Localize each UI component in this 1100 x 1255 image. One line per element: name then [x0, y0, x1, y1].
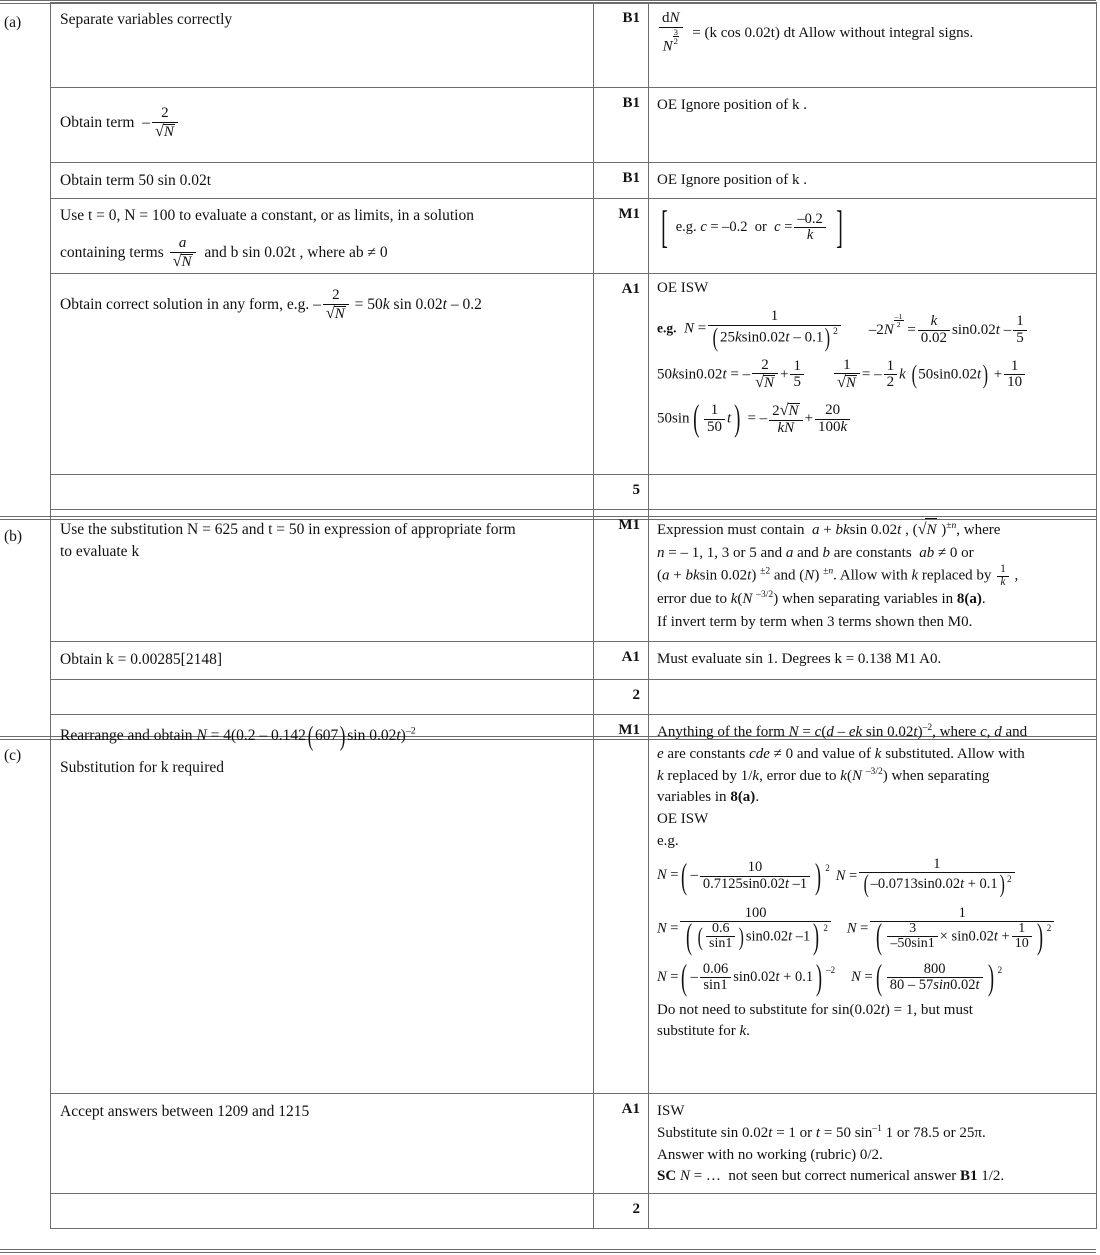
- mark-code: A1: [621, 1101, 640, 1117]
- mark-code: A1: [621, 281, 640, 297]
- answer-cell: [51, 199, 594, 274]
- answer-line-1: Rearrange and obtain N = 4(0.2 – 0.142( 607) sin 0.02t)$^{-2}$: [60, 721, 416, 751]
- answer-text: Obtain correct solution in any form, e.g. – $\frac{2}{√N}$ = 50k sin 0.02t – 0.2: [60, 287, 482, 322]
- part-total-b: 2: [632, 687, 640, 703]
- table-row: [51, 1094, 1097, 1194]
- equation-c5: N =( – $\frac{0.06}{\sin 1}$ sin0.02t + 0.1) –2: [657, 957, 836, 998]
- mark-cell: [594, 88, 649, 163]
- guidance-cell: [649, 3, 1097, 88]
- answer-text: Accept answers between 1209 and 1215: [60, 1103, 310, 1120]
- equation-c1: N =( – $\frac{10}{0.7125\sin 0.02t -1}$ ) 2: [657, 855, 830, 896]
- mark-cell: [594, 163, 649, 199]
- table-row-total: [51, 680, 1097, 715]
- answer-text: Obtain term: [60, 113, 135, 131]
- answer-cell-empty: [51, 680, 594, 715]
- guidance-line: If invert term by term when 3 terms shown then M0.: [657, 613, 973, 630]
- mark-cell: [594, 199, 649, 274]
- equation-50k-sin: 50ksin0.02t = – $\frac{2}{√N}$ + $\frac{1}{5}$: [657, 358, 806, 393]
- guidance-cell-empty: [649, 1194, 1097, 1229]
- table-row: [51, 88, 1097, 163]
- math-dn-over-n32: dN N $\frac{3}{2}$: [657, 25, 688, 41]
- mark-code: A1: [621, 649, 640, 665]
- guidance-head: OE ISW: [657, 280, 709, 296]
- mark-cell: [594, 510, 649, 642]
- mark-code: M1: [618, 722, 640, 738]
- table-row-total: [51, 475, 1097, 510]
- part-total-c: 2: [632, 1201, 640, 1217]
- guidance-line: Anything of the form N = c(d – ek sin 0.02t)$^{-2}$, where c, d and: [657, 722, 1028, 740]
- answer-cell: [51, 642, 594, 680]
- guidance-cell: [649, 274, 1097, 475]
- answer-cell: [51, 163, 594, 199]
- answer-text: Obtain k = 0.00285[2148]: [60, 651, 223, 668]
- mark-code: B1: [622, 95, 640, 111]
- guidance-cell: [649, 510, 1097, 642]
- rule-bottom: [0, 1249, 1096, 1253]
- part-label-b: (b): [4, 528, 23, 545]
- guidance-line: error due to k(N $^{-3/2}$) when separating variables in 8(a).: [657, 589, 986, 608]
- answer-cell: [51, 715, 594, 1094]
- mark-cell: [594, 715, 649, 1094]
- guidance-oe: OE ISW: [657, 811, 709, 827]
- mark-code: M1: [618, 517, 640, 533]
- guidance-cell-empty: [649, 680, 1097, 715]
- guidance-line: k replaced by 1/k, error due to k(N $^{-3/2}$) when separating: [657, 765, 990, 784]
- answer-line-2-rest: and b sin 0.02t , where ab ≠ 0: [204, 244, 388, 262]
- answer-cell: [51, 88, 594, 163]
- guidance-line: Answer with no working (rubric) 0/2.: [657, 1146, 883, 1163]
- math-minus-two-over-root-n: – $\frac{2}{√N}$: [138, 114, 180, 131]
- equation-c2: N = $\frac{1}{( -0.0713\sin 0.02t + 0.1) 2}$: [836, 857, 1017, 896]
- answer-cell-empty: [51, 475, 594, 510]
- math-a-over-root-n: $\frac{a}{√N}$: [168, 244, 198, 261]
- guidance-line: SC N = … not seen but correct numerical answer B1 1/2.: [657, 1168, 1005, 1185]
- math-constant-bracket: [ e.g. c = –0.2 or c = $\frac{-0.2}{k}$ ]: [661, 202, 843, 252]
- equation-one-over-root-n: $\frac{1}{√N}$ = – $\frac{1}{2}$ k ( 50sin0.02t) + $\frac{1}{10}$: [832, 358, 1027, 393]
- mark-cell-total: [594, 1194, 649, 1229]
- guidance-line: n = – 1, 1, 3 or 5 and a and b are constants ab ≠ 0 or: [657, 544, 974, 561]
- answer-text: Obtain term 50 sin 0.02t: [60, 172, 212, 189]
- table-row: [51, 163, 1097, 199]
- part-total-a: 5: [632, 482, 640, 498]
- table-row: [51, 715, 1097, 1094]
- mark-cell: [594, 3, 649, 88]
- answer-line-1: Use t = 0, N = 100 to evaluate a constant, or as limits, in a solution: [60, 207, 474, 224]
- part-label-c: (c): [4, 747, 22, 764]
- answer-cell: [51, 1094, 594, 1194]
- answer-cell: [51, 3, 594, 88]
- guidance-tail-line-2: substitute for k.: [657, 1023, 750, 1040]
- mark-scheme-table: [50, 2, 1097, 1229]
- guidance-cell: [649, 163, 1097, 199]
- mark-cell-total: [594, 680, 649, 715]
- answer-line-2: to evaluate k: [60, 543, 140, 561]
- guidance-cell: [649, 199, 1097, 274]
- mark-code: M1: [618, 206, 640, 222]
- table-row: [51, 642, 1097, 680]
- guidance-line: e are constants cde ≠ 0 and value of k substituted. Allow with: [657, 745, 1025, 762]
- guidance-line: Expression must contain a + bksin 0.02t , (√N )$^{\pm n}$, where: [657, 517, 1090, 542]
- equation-c6: N =( $\frac{800}{80 - 57\sin 0.02t}$ ) 2: [851, 957, 1003, 998]
- part-label-a: (a): [4, 14, 22, 31]
- answer-cell: [51, 274, 594, 475]
- mark-cell: [594, 274, 649, 475]
- equation-50-sin-t-over-50: 50sin( $\frac{1}{50}$ t) = – $\frac{2√N}{kN}$ + $\frac{20}{100k}$: [657, 402, 852, 437]
- guidance-line: (a + bksin 0.02t) $^{\pm 2}$ and (N) $^{\pm n}$. Allow with k replaced by $\frac{1}{k}$ ,: [657, 563, 1019, 588]
- guidance-text: OE Ignore position of k .: [657, 97, 807, 113]
- equation-minus-2n: –2N $\frac{-1}{2}$ = $\frac{k}{0.02}$ sin0.02t – $\frac{1}{5}$: [869, 313, 1029, 347]
- guidance-cell-empty: [649, 475, 1097, 510]
- equation-n-form: e.g. N = $\frac{1}{( 25ksin0.02t - 0.1) 2}$: [657, 309, 843, 349]
- mark-cell: [594, 642, 649, 680]
- table-row: [51, 274, 1097, 475]
- equation-c3: N = 100 ( ( $\frac{0.6}{\sin 1}$ ) sin0.02t –1) 2: [657, 906, 833, 953]
- guidance-text: Must evaluate sin 1. Degrees k = 0.138 M1 A0.: [657, 651, 942, 667]
- table-row: [51, 510, 1097, 642]
- answer-line-1: Use the substitution N = 625 and t = 50 in expression of appropriate form: [60, 521, 516, 538]
- guidance-eg: e.g.: [657, 832, 679, 849]
- answer-cell-empty: [51, 1194, 594, 1229]
- guidance-text: OE Ignore position of k .: [657, 172, 807, 188]
- equation-c4: N = 1 ( $\frac{3}{-50\sin 1}$ × sin0.02t + $\frac{1}{10}$ ) 2: [847, 906, 1056, 953]
- guidance-cell: [649, 642, 1097, 680]
- table-row: [51, 199, 1097, 274]
- answer-text: Separate variables correctly: [60, 11, 233, 28]
- guidance-cell: [649, 1094, 1097, 1194]
- guidance-cell: [649, 88, 1097, 163]
- table-row-total: [51, 1194, 1097, 1229]
- answer-line-2: Substitution for k required: [60, 759, 225, 777]
- guidance-cell: [649, 715, 1097, 1094]
- guidance-tail-line-1: Do not need to substitute for sin(0.02t) = 1, but must: [657, 1001, 973, 1018]
- guidance-line: Substitute sin 0.02t = 1 or t = 50 $\sin^{-1} 1$ or 78.5 or 25π.: [657, 1122, 986, 1141]
- answer-line-2-prefix: containing terms: [60, 244, 164, 262]
- guidance-line: variables in 8(a).: [657, 789, 760, 806]
- mark-code: B1: [622, 170, 640, 186]
- answer-cell: [51, 510, 594, 642]
- table-row: [51, 3, 1097, 88]
- mark-cell: [594, 1094, 649, 1194]
- mark-code: B1: [622, 10, 640, 26]
- guidance-line: ISW: [657, 1103, 685, 1119]
- guidance-text: = (k cos 0.02t) dt Allow without integral signs.: [692, 24, 974, 41]
- mark-cell-total: [594, 475, 649, 510]
